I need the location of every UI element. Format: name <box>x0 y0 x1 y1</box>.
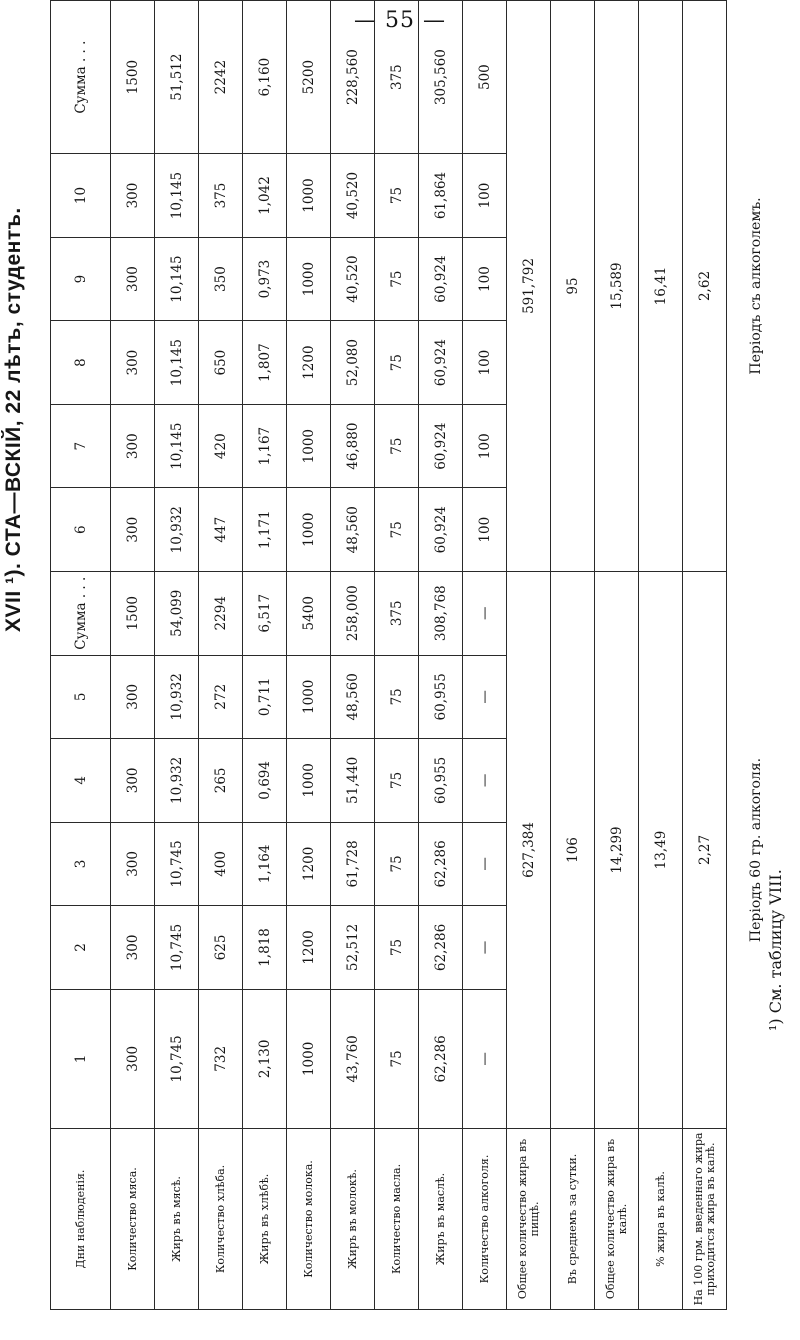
cell: 300 <box>111 404 155 488</box>
cell: 1,807 <box>243 321 287 405</box>
row-butter <box>375 1 419 1310</box>
row-butter-fat <box>419 1 463 1310</box>
cell: 62,286 <box>419 822 463 906</box>
cell: 265 <box>199 739 243 823</box>
row-label: На 100 грм. введеннаго жира приходится жира въ калѣ. <box>683 1128 727 1309</box>
cell: 1,171 <box>243 488 287 572</box>
cell: 10,745 <box>155 906 199 990</box>
cell: 100 <box>463 237 507 321</box>
row-label: Жиръ въ маслѣ. <box>419 1128 463 1309</box>
cell: 40,520 <box>331 154 375 238</box>
row-bread <box>199 1 243 1310</box>
cell: 258,000 <box>331 571 375 655</box>
row-meat-fat <box>155 1 199 1310</box>
row-label: Общее количество жира въ пищѣ. <box>507 1128 551 1309</box>
cell: 62,286 <box>419 906 463 990</box>
cell: 1200 <box>287 906 331 990</box>
cell: 61,864 <box>419 154 463 238</box>
cell-merged-a: 14,299 <box>595 571 639 1128</box>
row-per100 <box>683 1 727 1310</box>
cell: 375 <box>375 1 419 154</box>
cell: 3 <box>51 822 111 906</box>
row-label: % жира въ калѣ. <box>639 1128 683 1309</box>
row-total-fat <box>507 1 551 1310</box>
cell: 60,924 <box>419 488 463 572</box>
cell: Сумма . . . <box>51 571 111 655</box>
cell: 100 <box>463 154 507 238</box>
cell: 1000 <box>287 989 331 1128</box>
cell-merged-a: 2,27 <box>683 571 727 1128</box>
cell: 228,560 <box>331 1 375 154</box>
cell: 51,512 <box>155 1 199 154</box>
cell: 10,932 <box>155 488 199 572</box>
cell: 375 <box>375 571 419 655</box>
cell: 10,145 <box>155 321 199 405</box>
row-label: Общее количество жира въ калѣ. <box>595 1128 639 1309</box>
data-table-frame <box>50 0 766 1340</box>
cell: 300 <box>111 321 155 405</box>
cell: 52,080 <box>331 321 375 405</box>
row-avg <box>551 1 595 1310</box>
row-feces-fat <box>595 1 639 1310</box>
cell: — <box>463 906 507 990</box>
cell: 60,955 <box>419 655 463 739</box>
cell: 7 <box>51 404 111 488</box>
page-number: — 55 — <box>354 8 446 33</box>
cell: 2,130 <box>243 989 287 1128</box>
cell: 350 <box>199 237 243 321</box>
cell-merged-b: 15,589 <box>595 1 639 572</box>
row-label: Количество молока. <box>287 1128 331 1309</box>
group-prev-period: Періодъ 60 гр. алкоголя. <box>747 757 764 943</box>
row-groups <box>727 1 785 1310</box>
cell: 1000 <box>287 404 331 488</box>
cell: 10,932 <box>155 655 199 739</box>
cell: 1000 <box>287 237 331 321</box>
cell: 100 <box>463 404 507 488</box>
row-label: Количество масла. <box>375 1128 419 1309</box>
cell: 447 <box>199 488 243 572</box>
cell: 4 <box>51 739 111 823</box>
cell: 1500 <box>111 1 155 154</box>
cell-merged-a: 13,49 <box>639 571 683 1128</box>
cell: 2294 <box>199 571 243 655</box>
cell: 40,520 <box>331 237 375 321</box>
cell-merged-a: 627,384 <box>507 571 551 1128</box>
cell: — <box>463 989 507 1128</box>
cell-merged-b: 591,792 <box>507 1 551 572</box>
cell-merged-b: 2,62 <box>683 1 727 572</box>
cell: 60,955 <box>419 739 463 823</box>
cell: 75 <box>375 404 419 488</box>
cell: 61,728 <box>331 822 375 906</box>
cell: 300 <box>111 739 155 823</box>
cell: 1500 <box>111 571 155 655</box>
cell: 500 <box>463 1 507 154</box>
cell: 100 <box>463 488 507 572</box>
cell: 10,932 <box>155 739 199 823</box>
row-alcohol <box>463 1 507 1310</box>
side-title: XVII ¹). СТА—ВСКІЙ, 22 лѣтъ, студентъ. <box>2 207 25 633</box>
cell: 0,973 <box>243 237 287 321</box>
row-label: Количество мясa. <box>111 1128 155 1309</box>
cell: 650 <box>199 321 243 405</box>
cell: 1200 <box>287 321 331 405</box>
cell: 300 <box>111 154 155 238</box>
cell: — <box>463 739 507 823</box>
row-milk <box>287 1 331 1310</box>
row-label: Жиръ въ молокѣ. <box>331 1128 375 1309</box>
row-label: Дни наблюденія. <box>51 1128 111 1309</box>
row-label: Жиръ въ хлѣбѣ. <box>243 1128 287 1309</box>
cell: 1 <box>51 989 111 1128</box>
row-milk-fat <box>331 1 375 1310</box>
row-label: Жиръ въ мясѣ. <box>155 1128 199 1309</box>
cell: 8 <box>51 321 111 405</box>
cell: 60,924 <box>419 404 463 488</box>
cell: 10,145 <box>155 154 199 238</box>
cell: 300 <box>111 822 155 906</box>
cell: — <box>463 822 507 906</box>
cell: 10,745 <box>155 989 199 1128</box>
cell: 9 <box>51 237 111 321</box>
row-label: Въ среднемъ за сутки. <box>551 1128 595 1309</box>
cell: 1,167 <box>243 404 287 488</box>
cell: 300 <box>111 237 155 321</box>
cell: 75 <box>375 237 419 321</box>
cell: 300 <box>111 655 155 739</box>
cell: 75 <box>375 739 419 823</box>
cell-merged-a: 106 <box>551 571 595 1128</box>
cell: 75 <box>375 321 419 405</box>
cell: 6,160 <box>243 1 287 154</box>
cell: 1200 <box>287 822 331 906</box>
cell-merged-b: 95 <box>551 1 595 572</box>
cell: 48,560 <box>331 488 375 572</box>
cell: 0,694 <box>243 739 287 823</box>
cell: 75 <box>375 989 419 1128</box>
cell: 732 <box>199 989 243 1128</box>
cell: 43,760 <box>331 989 375 1128</box>
cell-merged-b: 16,41 <box>639 1 683 572</box>
cell: 305,560 <box>419 1 463 154</box>
cell: 5 <box>51 655 111 739</box>
cell: 308,768 <box>419 571 463 655</box>
row-bread-fat <box>243 1 287 1310</box>
cell: 625 <box>199 906 243 990</box>
row-meat <box>111 1 155 1310</box>
cell: 420 <box>199 404 243 488</box>
cell: — <box>463 655 507 739</box>
cell: 52,512 <box>331 906 375 990</box>
cell: 0,711 <box>243 655 287 739</box>
cell: 2 <box>51 906 111 990</box>
cell: 6,517 <box>243 571 287 655</box>
cell: 75 <box>375 655 419 739</box>
cell: Сумма . . . <box>51 1 111 154</box>
cell: 1000 <box>287 488 331 572</box>
cell: 62,286 <box>419 989 463 1128</box>
cell: 5200 <box>287 1 331 154</box>
cell: 1000 <box>287 655 331 739</box>
group-alcohol-period: Періодъ съ алкоголемъ. <box>747 197 764 375</box>
cell: 1000 <box>287 739 331 823</box>
cell: 10 <box>51 154 111 238</box>
cell: 400 <box>199 822 243 906</box>
cell: 51,440 <box>331 739 375 823</box>
cell: 75 <box>375 488 419 572</box>
footnote: ¹) См. таблицу VIII. <box>766 869 785 1031</box>
cell: 60,924 <box>419 237 463 321</box>
cell: 375 <box>199 154 243 238</box>
cell: 300 <box>111 989 155 1128</box>
cell: — <box>463 571 507 655</box>
cell: 48,560 <box>331 655 375 739</box>
cell: 272 <box>199 655 243 739</box>
cell: 2242 <box>199 1 243 154</box>
cell: 1000 <box>287 154 331 238</box>
data-table <box>50 0 785 1310</box>
cell: 46,880 <box>331 404 375 488</box>
cell: 300 <box>111 488 155 572</box>
row-label: Количество алкоголя. <box>463 1128 507 1309</box>
row-pct <box>639 1 683 1310</box>
cell: 10,745 <box>155 822 199 906</box>
cell: 75 <box>375 154 419 238</box>
cell: 10,145 <box>155 237 199 321</box>
data-table-rotated <box>50 0 766 1310</box>
cell: 60,924 <box>419 321 463 405</box>
cell: 300 <box>111 906 155 990</box>
cell: 6 <box>51 488 111 572</box>
cell: 1,818 <box>243 906 287 990</box>
cell: 54,099 <box>155 571 199 655</box>
cell: 1,042 <box>243 154 287 238</box>
cell: 75 <box>375 822 419 906</box>
row-label: Количество хлѣба. <box>199 1128 243 1309</box>
row-days <box>51 1 111 1310</box>
cell: 5400 <box>287 571 331 655</box>
cell: 75 <box>375 906 419 990</box>
group-corner <box>727 1128 785 1309</box>
cell: 10,145 <box>155 404 199 488</box>
cell: 100 <box>463 321 507 405</box>
cell: 1,164 <box>243 822 287 906</box>
